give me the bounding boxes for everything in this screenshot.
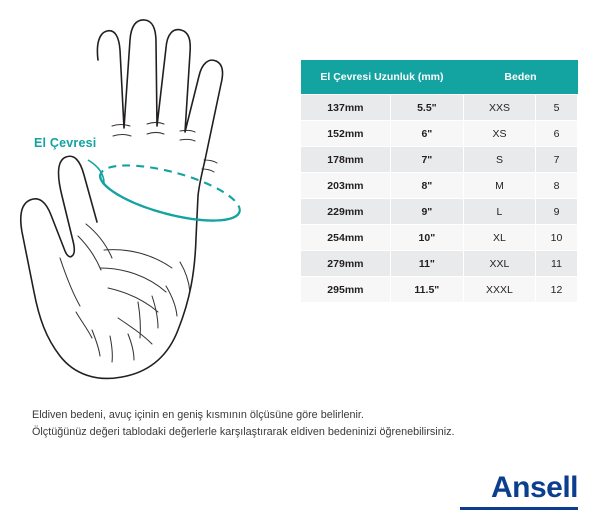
size-table-header bbox=[301, 60, 578, 95]
cell-letter-size: XXS bbox=[463, 95, 535, 121]
table-row bbox=[301, 225, 578, 251]
cell-letter-size: L bbox=[463, 199, 535, 225]
cell-letter-size: XXL bbox=[463, 251, 535, 277]
cell-inch: 5.5" bbox=[390, 95, 463, 121]
size-table-body bbox=[301, 95, 578, 303]
cell-inch: 6" bbox=[390, 121, 463, 147]
cell-numeric-size: 6 bbox=[536, 121, 578, 147]
cell-inch: 9" bbox=[390, 199, 463, 225]
cell-letter-size: XL bbox=[463, 225, 535, 251]
cell-mm: 178mm bbox=[301, 147, 391, 173]
table-row bbox=[301, 199, 578, 225]
cell-numeric-size: 10 bbox=[536, 225, 578, 251]
cell-inch: 7" bbox=[390, 147, 463, 173]
cell-mm: 152mm bbox=[301, 121, 391, 147]
cell-inch: 10" bbox=[390, 225, 463, 251]
cell-letter-size: S bbox=[463, 147, 535, 173]
table-row bbox=[301, 277, 578, 303]
cell-inch: 11" bbox=[390, 251, 463, 277]
cell-letter-size: M bbox=[463, 173, 535, 199]
cell-letter-size: XXXL bbox=[463, 277, 535, 303]
cell-mm: 137mm bbox=[301, 95, 391, 121]
cell-letter-size: XS bbox=[463, 121, 535, 147]
instructions-line-1: Eldiven bedeni, avuç içinin en geniş kısmının ölçüsüne göre belirlenir. bbox=[32, 409, 364, 421]
ansell-logo bbox=[460, 473, 578, 510]
hand-circumference-solid bbox=[95, 174, 240, 232]
table-row bbox=[301, 95, 578, 121]
instructions-line-2: Ölçtüğünüz değeri tablodaki değerlerle karşılaştırarak eldiven bedeninizi öğrenebilirsiniz. bbox=[32, 425, 455, 438]
cell-numeric-size: 5 bbox=[536, 95, 578, 121]
cell-mm: 229mm bbox=[301, 199, 391, 225]
header-size: Beden bbox=[463, 60, 577, 95]
cell-numeric-size: 11 bbox=[536, 251, 578, 277]
table-row bbox=[301, 173, 578, 199]
cell-numeric-size: 12 bbox=[536, 277, 578, 303]
cell-mm: 295mm bbox=[301, 277, 391, 303]
table-header-row bbox=[301, 60, 578, 95]
table-row bbox=[301, 121, 578, 147]
table-row bbox=[301, 251, 578, 277]
header-circumference: El Çevresi Uzunluk (mm) bbox=[301, 60, 464, 95]
size-table bbox=[300, 60, 578, 303]
cell-mm: 203mm bbox=[301, 173, 391, 199]
hand-illustration bbox=[0, 0, 300, 410]
cell-mm: 254mm bbox=[301, 225, 391, 251]
logo-underline bbox=[460, 507, 578, 510]
cell-numeric-size: 8 bbox=[536, 173, 578, 199]
cell-inch: 11.5" bbox=[390, 277, 463, 303]
hand-circumference-label: El Çevresi bbox=[34, 136, 97, 150]
cell-numeric-size: 7 bbox=[536, 147, 578, 173]
logo-wordmark: Ansell bbox=[490, 471, 578, 504]
table-row bbox=[301, 147, 578, 173]
cell-numeric-size: 9 bbox=[536, 199, 578, 225]
cell-mm: 279mm bbox=[301, 251, 391, 277]
cell-inch: 8" bbox=[390, 173, 463, 199]
instructions-text bbox=[32, 407, 572, 440]
